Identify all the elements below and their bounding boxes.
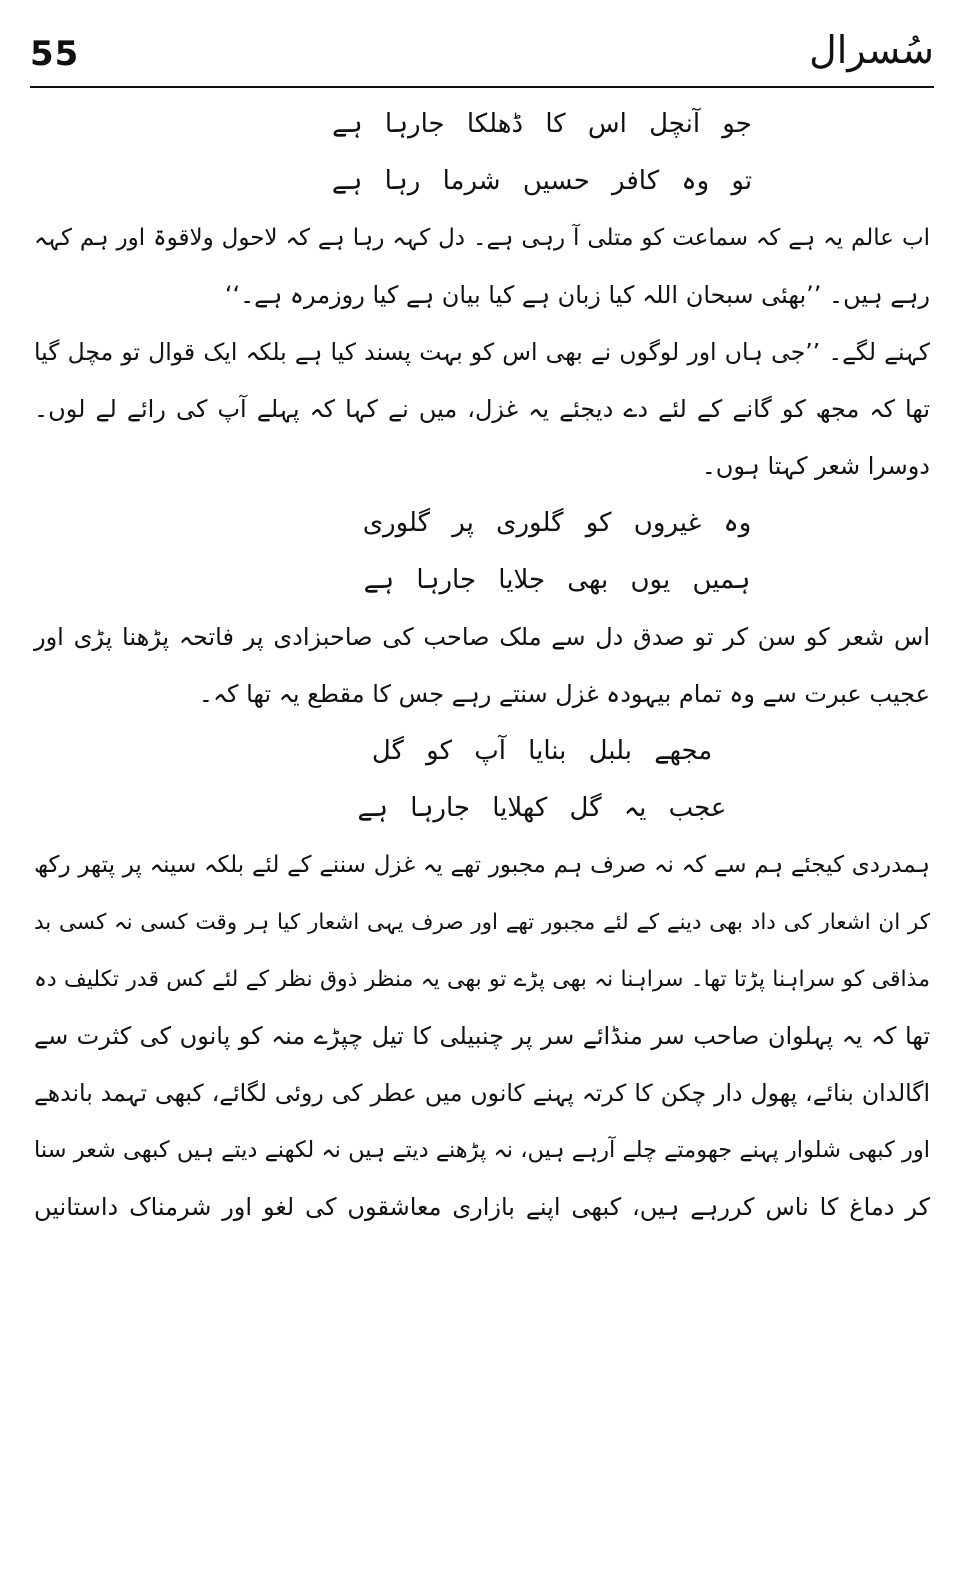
prose-line: مذاقی کو سراہنا پڑتا تھا۔ سراہنا نہ بھی پڑے تو بھی یہ منظر ذوق نظر کے لئے کس قدر تکلیف دہ	[34, 967, 930, 992]
prose-line: اگالدان بنائے، پھول دار چکن کا کرتہ پہنے کانوں میں عطر کی روئی لگائے، کبھی تہمد باندھے	[34, 1079, 930, 1107]
prose-line: کر ان اشعار کی داد بھی دینے کے لئے مجبور تھے اور صرف یہی اشعار کیا ہر وقت کسی نہ کسی بد	[34, 910, 930, 935]
page-header	[30, 28, 934, 84]
prose-line: عجیب عبرت سے وہ تمام بیہودہ غزل سنتے رہے جس کا مقطع یہ تھا کہ۔	[198, 680, 930, 708]
verse-line: ہمیں یوں بھی جلایا جارہا ہے	[363, 565, 751, 595]
verse-line: تو وہ کافر حسیں شرما رہا ہے	[331, 166, 753, 196]
prose-line: تھا کہ یہ پہلوان صاحب سر منڈائے سر پر چنبیلی کا تیل چپڑے منہ کو پانوں کی کثرت سے	[34, 1022, 930, 1050]
running-title: سُسرال	[809, 28, 934, 72]
prose-line: کر دماغ کا ناس کررہے ہیں، کبھی اپنے بازاری معاشقوں کی لغو اور شرمناک داستانیں	[34, 1193, 930, 1221]
prose-line: تھا کہ مجھ کو گانے کے لئے دے دیجئے یہ غزل، میں نے کہا کہ پہلے آپ کی رائے لے لوں۔	[34, 395, 930, 423]
page-number: 55	[30, 34, 80, 74]
prose-line: رہے ہیں۔ ’’بھئی سبحان اللہ کیا زبان ہے کیا بیان ہے کیا روزمرہ ہے۔‘‘	[224, 281, 930, 309]
prose-line: اور کبھی شلوار پہنے جھومتے چلے آرہے ہیں، نہ پڑھنے دیتے ہیں نہ لکھنے دیتے ہیں کبھی شعر سنا	[34, 1137, 930, 1163]
page-body	[30, 96, 934, 1236]
prose-line: اس شعر کو سن کر تو صدق دل سے ملک صاحب کی صاحبزادی پر فاتحہ پڑھنا پڑی اور	[34, 623, 930, 651]
prose-line: ہمدردی کیجئے ہم سے کہ نہ صرف ہم مجبور تھے یہ غزل سننے کے لئے بلکہ سینہ پر پتھر رکھ	[34, 852, 930, 878]
verse-line: عجب یہ گل کھلایا جارہا ہے	[357, 793, 727, 823]
prose-line: کہنے لگے۔ ’’جی ہاں اور لوگوں نے بھی اس کو بہت پسند کیا ہے بلکہ ایک قوال تو مچل گیا	[34, 338, 930, 366]
verse-line: جو آنچل اس کا ڈھلکا جارہا ہے	[332, 109, 752, 139]
prose-line: دوسرا شعر کہتا ہوں۔	[701, 452, 930, 480]
prose-line: اب عالم یہ ہے کہ سماعت کو متلی آ رہی ہے۔ دل کہہ رہا ہے کہ لاحول ولاقوۃ اور ہم کہہ	[34, 225, 930, 251]
verse-line: وہ غیروں کو گلوری پر گلوری	[362, 508, 752, 538]
header-rule	[30, 86, 934, 88]
verse-line: مجھے بلبل بنایا آپ کو گل	[371, 736, 713, 766]
